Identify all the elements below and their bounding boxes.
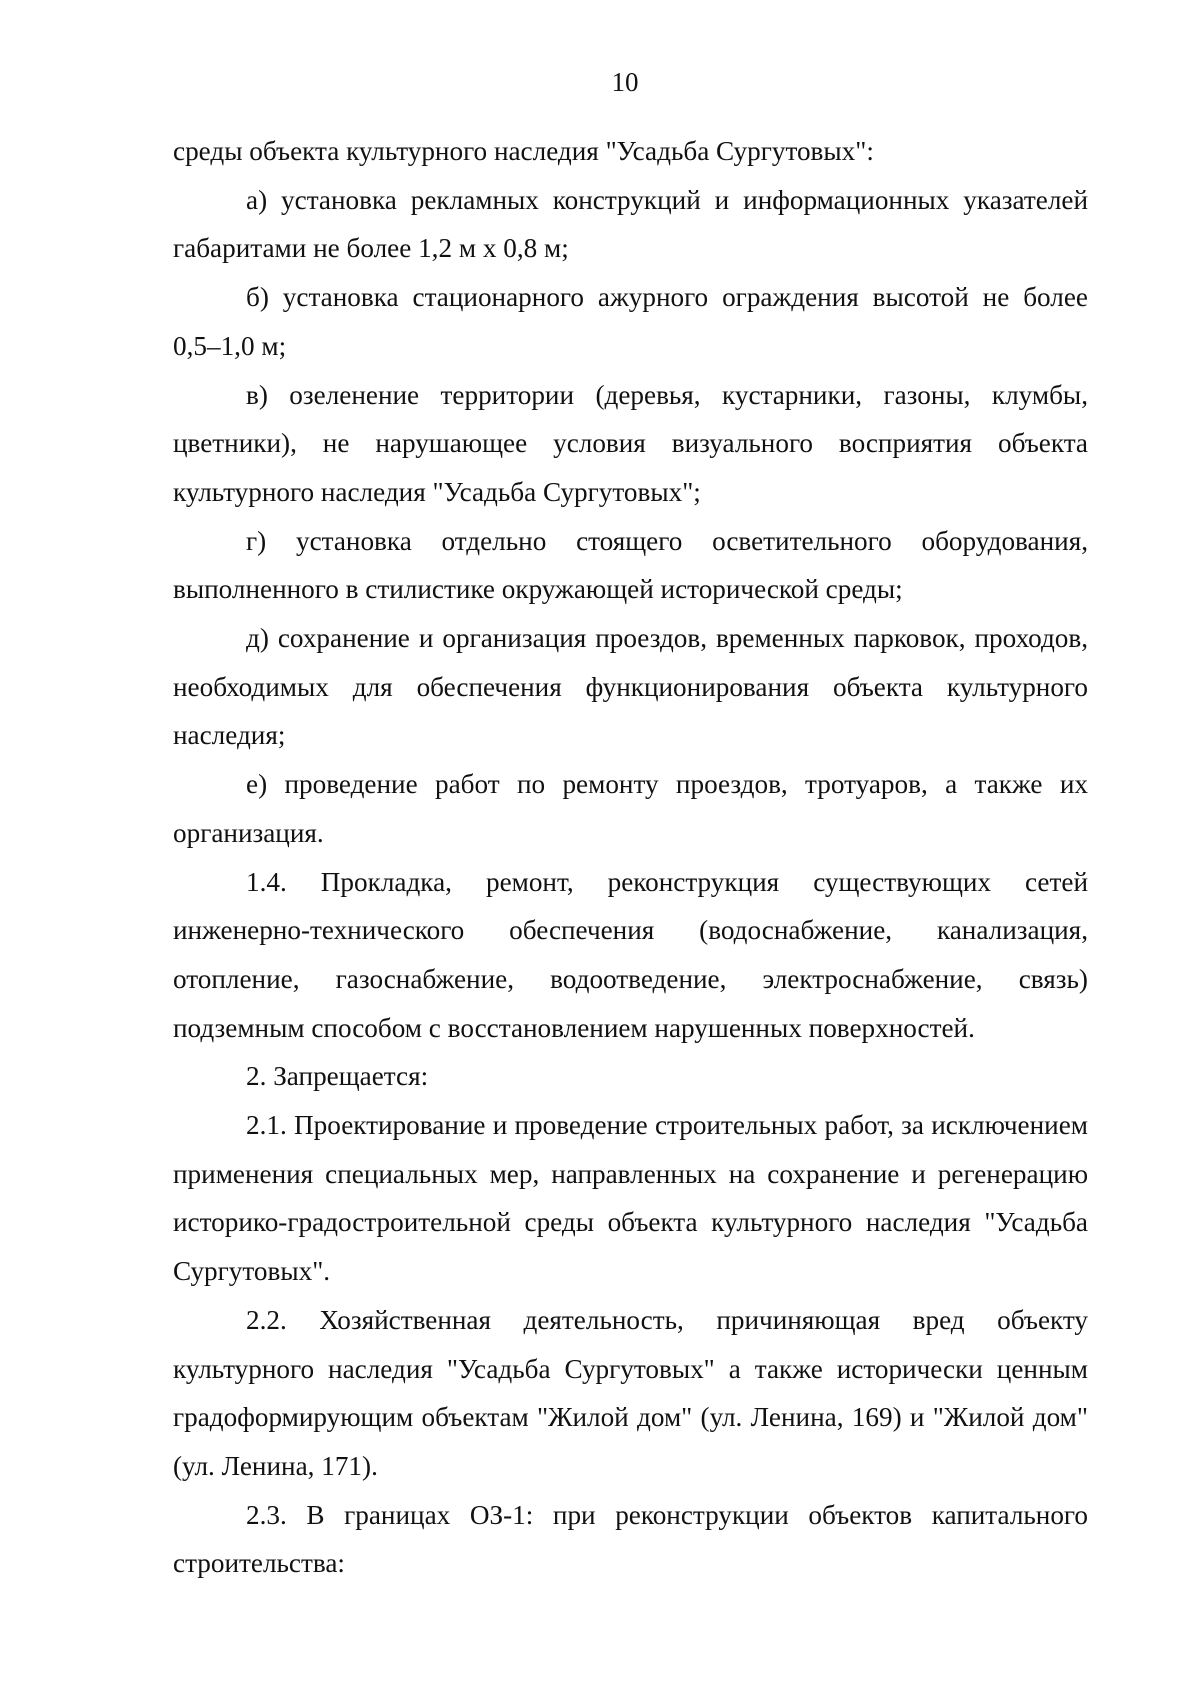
page-number: 10: [611, 67, 639, 97]
paragraph-section-1-4: 1.4. Прокладка, ремонт, реконструкция существующих сетей инженерно-технического обеспечения (водоснабжение, канализация, отопление, газоснабжение, водоотведение, электроснабжение, связь) подземным способом с восстановлением нарушенных поверхностей.: [173, 866, 1088, 1043]
paragraph-item-b: б) установка стационарного ажурного ограждения высотой не более 0,5–1,0 м;: [173, 282, 1088, 361]
paragraph-section-2-3: 2.3. В границах ОЗ-1: при реконструкции объектов капитального строительства:: [173, 1499, 1088, 1579]
paragraph-item-a: а) установка рекламных конструкций и информационных указателей габаритами не более 1,2 м х 0,8 м;: [173, 184, 1088, 264]
document-body: [173, 127, 1088, 1588]
paragraph-intro: среды объекта культурного наследия "Усадьба Сургутовых":: [173, 136, 874, 166]
paragraph-item-v: в) озеленение территории (деревья, кустарники, газоны, клумбы, цветники), не нарушающее условия визуального восприятия объекта культурного наследия "Усадьба Сургутовых";: [173, 379, 1088, 507]
paragraph-section-2: 2. Запрещается:: [246, 1061, 429, 1092]
paragraph-item-d: д) сохранение и организация проездов, временных парковок, проходов, необходимых для обеспечения функционирования объекта культурного наследия;: [173, 623, 1088, 751]
paragraph-item-e: е) проведение работ по ремонту проездов, тротуаров, а также их организация.: [173, 769, 1088, 848]
paragraph-item-g: г) установка отдельно стоящего осветительного оборудования, выполненного в стилистике окружающей исторической среды;: [173, 525, 1088, 605]
paragraph-section-2-1: 2.1. Проектирование и проведение строительных работ, за исключением применения специальных мер, направленных на сохранение и регенерацию историко-градостроительной среды объекта культурного наследия "Усадьба Сургутовых".: [173, 1110, 1088, 1287]
paragraph-section-2-2: 2.2. Хозяйственная деятельность, причиняющая вред объекту культурного наследия "Усадьба Сургутовых" а также исторически ценным градоформирующим объектам "Жилой дом" (ул. Ленина, 169) и "Жилой дом" (ул. Ленина, 171).: [173, 1304, 1088, 1481]
